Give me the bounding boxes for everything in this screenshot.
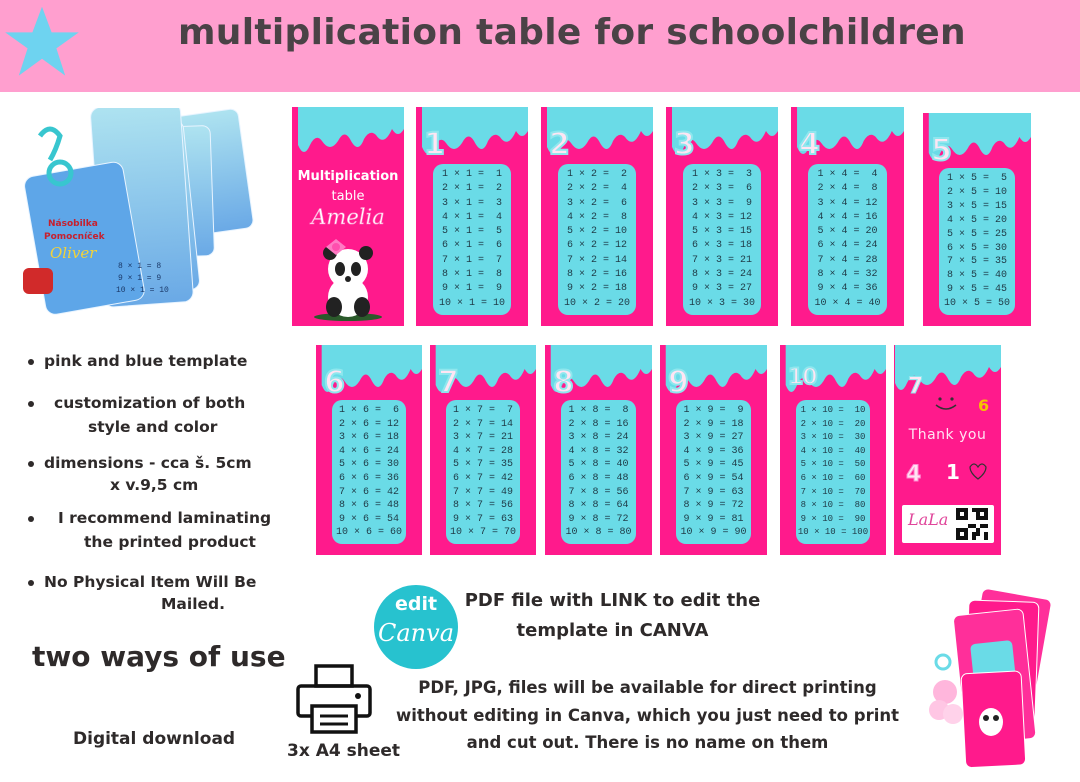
svg-text:8 × 1 = 8: 8 × 1 = 8 [118,262,162,271]
table-card-2 [541,107,653,326]
table-row: 10 × 6 = 60 [335,527,402,539]
table-row: 10 × 10 = 100 [797,527,869,538]
table-row: 7 × 8 = 56 [568,486,629,498]
table-row: 2 × 10 = 20 [800,418,866,429]
svg-text:4: 4 [906,462,922,487]
table-row: 5 × 3 = 15 [691,226,752,238]
table-row: 2 × 7 = 14 [452,418,513,430]
table-row: 9 × 10 = 90 [800,513,866,524]
table-row: 10 × 9 = 90 [680,527,747,539]
table-row: 4 × 5 = 20 [946,214,1007,226]
table-row: 1 × 2 = 2 [566,169,627,180]
table-row: 5 × 8 = 40 [568,459,629,471]
table-row: 8 × 8 = 64 [568,500,629,512]
drip-decoration [292,107,404,157]
table-row: 4 × 4 = 16 [817,211,878,223]
table-row: 5 × 9 = 45 [683,459,744,471]
table-row: 7 × 4 = 28 [817,254,878,266]
table-row: 1 × 9 = 9 [683,405,744,416]
table-row: 2 × 8 = 16 [568,418,629,430]
table-number: 9 [668,365,688,400]
page-title: multiplication table for schoolchildren [178,12,966,53]
photo-card-line1: Násobilka [48,219,98,229]
table-row: 2 × 2 = 4 [566,183,627,195]
svg-text:10 × 1 = 10: 10 × 1 = 10 [116,286,169,295]
table-row: 6 × 2 = 12 [566,240,627,252]
svg-text:9 × 1 = 9: 9 × 1 = 9 [118,274,162,283]
table-row: 1 × 3 = 3 [691,169,752,180]
table-row: 3 × 5 = 15 [946,200,1007,212]
table-rows-box [808,164,887,315]
table-rows-box [558,164,636,315]
pdf-link-text: PDF file with LINK to edit the template in CANVA [464,590,761,641]
table-row: 2 × 1 = 2 [441,183,502,195]
table-row: 4 × 2 = 8 [566,211,627,223]
table-number: 1 [424,127,444,162]
table-row: 10 × 3 = 30 [688,297,755,309]
canva-badge-bottom: Canva [378,619,454,647]
table-row: 2 × 3 = 6 [691,183,752,195]
table-row: 7 × 3 = 21 [691,254,752,266]
bullet-2: customization of both style and color [28,394,245,436]
table-rows-box [683,164,761,315]
brand-logo [902,505,994,543]
table-row: 8 × 9 = 72 [683,500,744,512]
table-row: 2 × 9 = 18 [683,418,744,430]
table-row: 5 × 10 = 50 [800,459,866,470]
table-row: 9 × 7 = 63 [452,513,513,525]
table-row: 8 × 6 = 48 [338,500,399,512]
star-icon [2,2,82,82]
table-row: 9 × 3 = 27 [691,283,752,295]
table-row: 2 × 6 = 12 [338,418,399,430]
table-row: 6 × 10 = 60 [800,472,866,483]
table-row: 3 × 7 = 21 [452,432,513,444]
table-row: 7 × 10 = 70 [800,486,866,497]
doodle-numbers [904,453,994,487]
table-row: 8 × 10 = 80 [800,500,866,511]
table-row: 3 × 9 = 27 [683,432,744,444]
table-row: 6 × 8 = 48 [568,472,629,484]
table-row: 8 × 4 = 32 [817,269,878,281]
table-row: 8 × 2 = 16 [566,269,627,281]
table-row: 2 × 5 = 10 [946,186,1007,198]
product-photo-pink [925,582,1075,774]
table-row: 4 × 8 = 32 [568,445,629,457]
table-row: 8 × 7 = 56 [452,500,513,512]
table-row: 5 × 7 = 35 [452,459,513,471]
bullet-dot [28,580,34,586]
table-row: 5 × 2 = 10 [566,226,627,238]
table-row: 7 × 1 = 7 [441,254,502,266]
table-card-10 [780,345,886,555]
table-row: 5 × 6 = 30 [338,459,399,471]
table-rows-box [332,400,406,544]
table-row: 6 × 9 = 54 [683,472,744,484]
bullet-1: pink and blue template [28,352,247,370]
table-row: 5 × 5 = 25 [946,228,1007,240]
table-rows-box [676,400,751,544]
table-number: 7 [438,365,458,400]
thank-you-text: Thank you [908,427,987,443]
table-rows-box [939,168,1015,315]
table-row: 6 × 6 = 36 [338,472,399,484]
table-row: 3 × 1 = 3 [441,197,502,209]
table-row: 3 × 10 = 30 [800,432,866,443]
table-row: 5 × 1 = 5 [441,226,502,238]
table-row: 6 × 7 = 42 [452,472,513,484]
a4-sheet-label: 3x A4 sheet [287,741,401,761]
digital-download-label: Digital download [73,729,236,749]
table-rows-box [446,400,520,544]
panda-illustration [310,233,386,321]
table-card-9 [660,345,767,555]
cover-card [292,107,404,326]
table-row: 1 × 10 = 10 [800,405,866,415]
table-row: 1 × 8 = 8 [568,405,629,416]
table-row: 10 × 5 = 50 [943,298,1010,310]
table-card-4 [791,107,904,326]
table-number: 10 [788,365,817,390]
table-row: 3 × 8 = 24 [568,432,629,444]
table-card-3 [666,107,778,326]
table-row: 8 × 5 = 40 [946,270,1007,282]
cover-title-line2: table [331,189,365,204]
table-row: 4 × 7 = 28 [452,445,513,457]
table-row: 1 × 1 = 1 [441,169,502,180]
table-row: 7 × 9 = 63 [683,486,744,498]
table-row: 4 × 10 = 40 [800,445,866,456]
table-row: 10 × 7 = 70 [449,527,516,539]
table-row: 8 × 1 = 8 [441,269,502,281]
canva-badge-top: edit [394,593,438,615]
bullet-dot [28,401,34,407]
table-number: 8 [553,365,573,400]
table-row: 7 × 5 = 35 [946,256,1007,268]
photo-card-line2: Pomocníček [44,232,105,242]
table-row: 7 × 6 = 42 [338,486,399,498]
table-row: 4 × 3 = 12 [691,211,752,223]
table-number: 2 [549,127,569,162]
table-row: 9 × 2 = 18 [566,283,627,295]
table-row: 9 × 9 = 81 [683,513,744,525]
table-card-8 [545,345,652,555]
photo-card-name: Oliver [50,244,97,262]
table-row: 10 × 4 = 40 [814,297,881,309]
table-number: 3 [674,127,694,162]
table-row: 4 × 9 = 36 [683,445,744,457]
qr-code-icon [956,508,988,540]
two-ways-heading: two ways of use [32,640,286,673]
table-row: 4 × 6 = 24 [338,445,399,457]
brand-logo-text: LaLa [908,510,949,529]
cover-name: Amelia [311,205,385,229]
table-row: 9 × 4 = 36 [817,283,878,295]
table-number: 4 [799,127,819,162]
table-row: 9 × 5 = 45 [946,284,1007,296]
bullet-3: dimensions - cca š. 5cm x v.9,5 cm [28,454,252,494]
table-row: 9 × 6 = 54 [338,513,399,525]
product-photo-blue [18,108,258,330]
header-banner [0,0,1080,92]
svg-text:6: 6 [978,396,990,415]
table-row: 6 × 1 = 6 [441,240,502,252]
table-card-7 [430,345,536,555]
table-row: 7 × 2 = 14 [566,254,627,266]
table-row: 2 × 4 = 8 [817,183,878,195]
table-row: 9 × 8 = 72 [568,513,629,525]
pdf-print-text: PDF, JPG, files will be available for direct printing without editing in Canva, which you just need to print and cut out. There is no name on them [395,678,900,752]
table-row: 6 × 4 = 24 [817,240,878,252]
table-row: 6 × 5 = 30 [946,242,1007,254]
bullet-dot [28,359,34,365]
table-row: 4 × 1 = 4 [441,211,502,223]
bullet-dot [28,516,34,522]
table-row: 3 × 3 = 9 [691,197,752,209]
table-row: 5 × 4 = 20 [817,226,878,238]
table-row: 3 × 6 = 18 [338,432,399,444]
bullet-4: I recommend laminating the printed product [28,509,271,551]
table-row: 10 × 8 = 80 [565,527,632,539]
table-row: 10 × 2 = 20 [563,297,630,309]
table-row: 9 × 1 = 9 [441,283,502,295]
table-row: 1 × 4 = 4 [817,169,878,180]
table-rows-box [561,400,636,544]
table-row: 7 × 7 = 49 [452,486,513,498]
table-card-1 [416,107,528,326]
table-row: 3 × 2 = 6 [566,197,627,209]
table-rows-box [796,400,870,544]
printer-icon [294,662,374,736]
bullet-5: No Physical Item Will Be Mailed. [28,573,256,613]
table-number: 6 [324,365,344,400]
table-row: 1 × 7 = 7 [452,405,513,416]
table-card-6 [316,345,422,555]
table-number: 5 [931,133,951,168]
bullet-dot [28,461,34,467]
smiley-doodles [900,369,995,419]
table-row: 6 × 3 = 18 [691,240,752,252]
table-rows-box [433,164,511,315]
table-card-5 [923,113,1031,326]
cover-title-line1: Multiplication [297,169,399,184]
thank-you-card [894,345,1001,555]
table-row: 8 × 3 = 24 [691,269,752,281]
svg-text:7: 7 [908,374,924,399]
table-row: 1 × 6 = 6 [338,405,399,416]
svg-text:1: 1 [946,460,960,484]
table-row: 10 × 1 = 10 [438,297,505,309]
table-row: 1 × 5 = 5 [946,173,1007,184]
table-row: 3 × 4 = 12 [817,197,878,209]
